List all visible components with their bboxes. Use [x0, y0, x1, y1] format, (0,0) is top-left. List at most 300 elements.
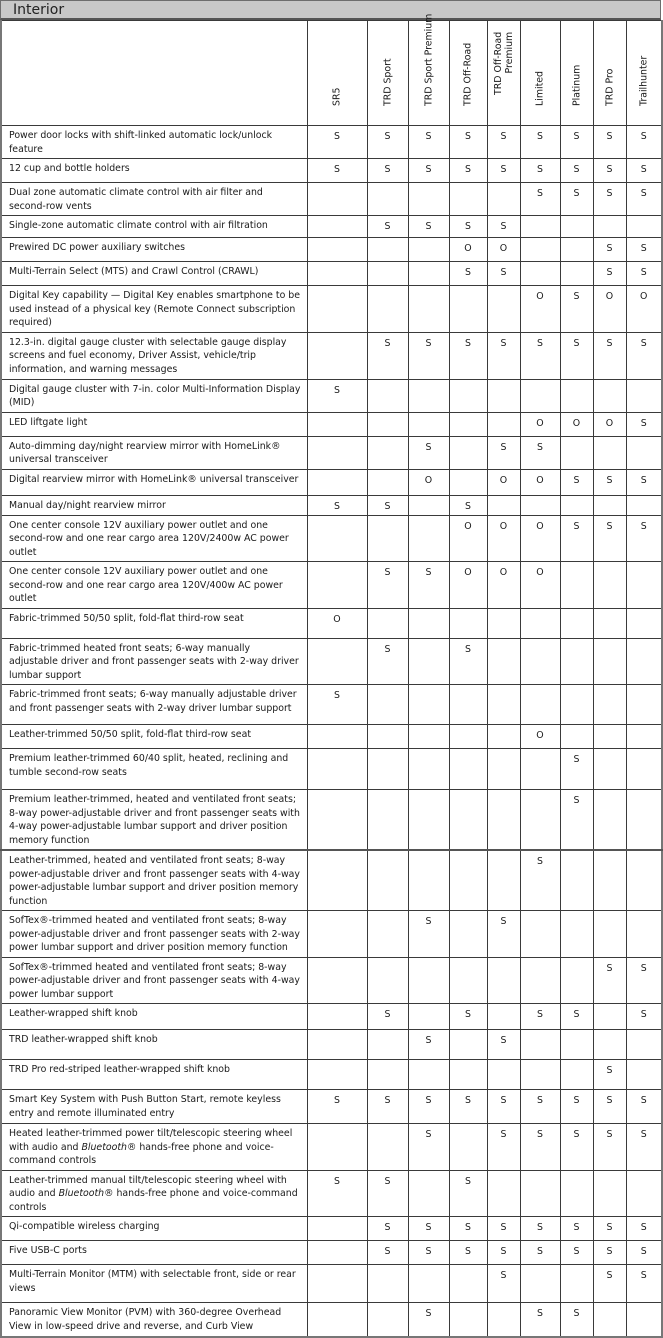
empty-cell	[560, 725, 593, 749]
standard-mark: S	[367, 159, 408, 183]
empty-cell	[593, 685, 626, 725]
empty-cell	[560, 238, 593, 262]
empty-cell	[487, 495, 520, 515]
standard-mark: S	[487, 126, 520, 159]
standard-mark: S	[367, 332, 408, 379]
empty-cell	[593, 749, 626, 790]
standard-mark: S	[487, 1265, 520, 1303]
feature-description: Premium leather-trimmed, heated and ventilated front seats; 8-way power-adjustable driver and front passenger seats with 4-way power-adjustable lumbar support and driver position memory function	[1, 790, 307, 851]
empty-cell	[408, 262, 449, 286]
trim-column-header	[593, 21, 626, 126]
empty-cell	[408, 1170, 449, 1217]
empty-cell	[367, 685, 408, 725]
empty-cell	[408, 515, 449, 562]
standard-mark: S	[520, 1124, 560, 1171]
standard-mark: S	[307, 126, 367, 159]
empty-cell	[307, 725, 367, 749]
trim-column-label: Limited	[534, 71, 546, 106]
standard-mark: S	[520, 1090, 560, 1124]
standard-mark: S	[408, 562, 449, 609]
empty-cell	[520, 216, 560, 238]
empty-cell	[593, 638, 626, 685]
empty-cell	[487, 1170, 520, 1217]
trim-column-label: TRD Off-Road	[462, 42, 474, 106]
standard-mark: S	[367, 1004, 408, 1030]
empty-cell	[520, 379, 560, 412]
table-row	[1, 1217, 662, 1241]
empty-cell	[367, 850, 408, 911]
standard-mark: S	[626, 126, 662, 159]
feature-column-header	[1, 21, 307, 126]
table-row	[1, 1241, 662, 1265]
empty-cell	[626, 749, 662, 790]
empty-cell	[626, 1303, 662, 1337]
feature-description: Dual zone automatic climate control with air filter and second-row vents	[1, 183, 307, 216]
feature-description: SofTex®-trimmed heated and ventilated front seats; 8-way power-adjustable driver and front passenger seats with 4-way power lumbar support	[1, 957, 307, 1004]
feature-description: Leather-trimmed 50/50 split, fold-flat third-row seat	[1, 725, 307, 749]
standard-mark: S	[307, 1090, 367, 1124]
empty-cell	[520, 749, 560, 790]
trim-column-header	[626, 21, 662, 126]
empty-cell	[307, 216, 367, 238]
empty-cell	[560, 562, 593, 609]
empty-cell	[367, 262, 408, 286]
standard-mark: S	[449, 1170, 487, 1217]
empty-cell	[449, 685, 487, 725]
empty-cell	[593, 911, 626, 958]
table-row	[1, 183, 662, 216]
standard-mark: S	[520, 183, 560, 216]
standard-mark: S	[487, 911, 520, 958]
empty-cell	[307, 1060, 367, 1090]
standard-mark: S	[408, 1030, 449, 1060]
standard-mark: S	[560, 1004, 593, 1030]
standard-mark: S	[593, 1217, 626, 1241]
empty-cell	[487, 685, 520, 725]
standard-mark: S	[487, 1241, 520, 1265]
feature-description: 12.3-in. digital gauge cluster with selectable gauge display screens and fuel economy, Driver Assist, vehicle/trip information, and warning messages	[1, 332, 307, 379]
standard-mark: S	[520, 1217, 560, 1241]
standard-mark: S	[487, 332, 520, 379]
standard-mark: S	[449, 1217, 487, 1241]
empty-cell	[449, 183, 487, 216]
standard-mark: S	[626, 515, 662, 562]
table-row	[1, 1265, 662, 1303]
empty-cell	[307, 286, 367, 333]
table-row	[1, 1004, 662, 1030]
trim-column-label: Platinum	[571, 64, 582, 106]
empty-cell	[408, 412, 449, 436]
table-row	[1, 495, 662, 515]
empty-cell	[307, 1241, 367, 1265]
standard-mark: S	[449, 1241, 487, 1265]
table-row	[1, 562, 662, 609]
optional-mark: O	[449, 562, 487, 609]
empty-cell	[367, 412, 408, 436]
table-row	[1, 608, 662, 638]
standard-mark: S	[560, 332, 593, 379]
feature-description: One center console 12V auxiliary power outlet and one second-row and one rear cargo area 120V/400w AC power outlet	[1, 562, 307, 609]
optional-mark: O	[520, 562, 560, 609]
empty-cell	[487, 286, 520, 333]
feature-description: 12 cup and bottle holders	[1, 159, 307, 183]
standard-mark: S	[408, 1217, 449, 1241]
standard-mark: S	[593, 159, 626, 183]
empty-cell	[560, 685, 593, 725]
table-row	[1, 749, 662, 790]
empty-cell	[449, 379, 487, 412]
feature-description: Digital Key capability — Digital Key enables smartphone to be used instead of a physical key (Remote Connect subscription required)	[1, 286, 307, 333]
empty-cell	[367, 957, 408, 1004]
empty-cell	[307, 850, 367, 911]
empty-cell	[408, 685, 449, 725]
empty-cell	[307, 1217, 367, 1241]
empty-cell	[560, 638, 593, 685]
empty-cell	[449, 749, 487, 790]
empty-cell	[367, 1303, 408, 1337]
empty-cell	[367, 238, 408, 262]
empty-cell	[520, 638, 560, 685]
empty-cell	[626, 685, 662, 725]
standard-mark: S	[560, 749, 593, 790]
standard-mark: S	[560, 126, 593, 159]
standard-mark: S	[593, 262, 626, 286]
standard-mark: S	[487, 1124, 520, 1171]
standard-mark: S	[593, 1090, 626, 1124]
empty-cell	[408, 749, 449, 790]
standard-mark: S	[367, 1217, 408, 1241]
empty-cell	[408, 183, 449, 216]
empty-cell	[560, 1170, 593, 1217]
empty-cell	[520, 790, 560, 851]
empty-cell	[626, 379, 662, 412]
empty-cell	[307, 1265, 367, 1303]
empty-cell	[449, 850, 487, 911]
empty-cell	[449, 790, 487, 851]
empty-cell	[307, 1303, 367, 1337]
empty-cell	[626, 608, 662, 638]
feature-description: Fabric-trimmed heated front seats; 6-way manually adjustable driver and front passenger seats with 2-way driver lumbar support	[1, 638, 307, 685]
table-row	[1, 1124, 662, 1171]
empty-cell	[560, 379, 593, 412]
empty-cell	[487, 725, 520, 749]
standard-mark: S	[367, 216, 408, 238]
feature-description: Auto-dimming day/night rearview mirror with HomeLink® universal transceiver	[1, 436, 307, 469]
standard-mark: S	[626, 262, 662, 286]
optional-mark: O	[520, 469, 560, 495]
table-header-row	[1, 21, 662, 126]
standard-mark: S	[560, 515, 593, 562]
empty-cell	[449, 608, 487, 638]
standard-mark: S	[560, 183, 593, 216]
empty-cell	[593, 1030, 626, 1060]
empty-cell	[520, 1060, 560, 1090]
trim-column-header	[560, 21, 593, 126]
table-row	[1, 379, 662, 412]
empty-cell	[367, 790, 408, 851]
standard-mark: S	[307, 1170, 367, 1217]
empty-cell	[593, 216, 626, 238]
empty-cell	[593, 790, 626, 851]
standard-mark: S	[560, 790, 593, 851]
empty-cell	[626, 216, 662, 238]
table-row	[1, 1303, 662, 1337]
empty-cell	[408, 1060, 449, 1090]
standard-mark: S	[367, 495, 408, 515]
standard-mark: S	[520, 1241, 560, 1265]
feature-description: Digital rearview mirror with HomeLink® universal transceiver	[1, 469, 307, 495]
empty-cell	[520, 262, 560, 286]
table-row	[1, 286, 662, 333]
standard-mark: S	[520, 1303, 560, 1337]
standard-mark: S	[593, 183, 626, 216]
feature-description: Leather-wrapped shift knob	[1, 1004, 307, 1030]
empty-cell	[307, 469, 367, 495]
empty-cell	[408, 850, 449, 911]
empty-cell	[408, 1265, 449, 1303]
feature-description: Five USB-C ports	[1, 1241, 307, 1265]
standard-mark: S	[367, 562, 408, 609]
standard-mark: S	[367, 638, 408, 685]
empty-cell	[560, 495, 593, 515]
empty-cell	[307, 749, 367, 790]
empty-cell	[408, 238, 449, 262]
standard-mark: S	[560, 469, 593, 495]
standard-mark: S	[626, 183, 662, 216]
trim-column-label: Trailhunter	[638, 55, 650, 106]
table-body	[1, 126, 662, 1337]
table-row	[1, 126, 662, 159]
feature-description: Qi-compatible wireless charging	[1, 1217, 307, 1241]
feature-description: Leather-trimmed manual tilt/telescopic steering wheel with audio and Bluetooth® hands-free phone and voice-command controls	[1, 1170, 307, 1217]
empty-cell	[307, 638, 367, 685]
empty-cell	[307, 957, 367, 1004]
standard-mark: S	[408, 1090, 449, 1124]
standard-mark: S	[560, 1217, 593, 1241]
table-row	[1, 262, 662, 286]
optional-mark: O	[487, 515, 520, 562]
empty-cell	[449, 911, 487, 958]
empty-cell	[487, 1060, 520, 1090]
empty-cell	[449, 286, 487, 333]
empty-cell	[560, 262, 593, 286]
standard-mark: S	[593, 1241, 626, 1265]
empty-cell	[487, 1004, 520, 1030]
standard-mark: S	[626, 469, 662, 495]
empty-cell	[520, 1265, 560, 1303]
empty-cell	[408, 286, 449, 333]
trim-column-label: TRD Sport	[382, 58, 393, 106]
feature-description: LED liftgate light	[1, 412, 307, 436]
standard-mark: S	[626, 957, 662, 1004]
trim-column-header	[520, 21, 560, 126]
feature-description: Premium leather-trimmed 60/40 split, heated, reclining and tumble second-row seats	[1, 749, 307, 790]
empty-cell	[307, 790, 367, 851]
standard-mark: S	[593, 515, 626, 562]
optional-mark: O	[593, 412, 626, 436]
empty-cell	[307, 412, 367, 436]
feature-description: Panoramic View Monitor (PVM) with 360-degree Overhead View in low-speed drive and reverse, and Curb View	[1, 1303, 307, 1337]
optional-mark: O	[487, 469, 520, 495]
standard-mark: S	[408, 126, 449, 159]
empty-cell	[593, 379, 626, 412]
standard-mark: S	[520, 436, 560, 469]
empty-cell	[487, 412, 520, 436]
feature-description: Fabric-trimmed 50/50 split, fold-flat third-row seat	[1, 608, 307, 638]
feature-description: Power door locks with shift-linked automatic lock/unlock feature	[1, 126, 307, 159]
standard-mark: S	[487, 1030, 520, 1060]
standard-mark: S	[626, 238, 662, 262]
trim-column-header	[307, 21, 367, 126]
trim-column-header	[449, 21, 487, 126]
empty-cell	[408, 957, 449, 1004]
table-row	[1, 957, 662, 1004]
empty-cell	[520, 685, 560, 725]
standard-mark: S	[408, 911, 449, 958]
empty-cell	[593, 436, 626, 469]
empty-cell	[307, 183, 367, 216]
empty-cell	[449, 1265, 487, 1303]
standard-mark: S	[487, 159, 520, 183]
standard-mark: S	[626, 1004, 662, 1030]
empty-cell	[449, 436, 487, 469]
empty-cell	[307, 262, 367, 286]
optional-mark: O	[593, 286, 626, 333]
empty-cell	[626, 495, 662, 515]
section-title: Interior	[0, 0, 661, 20]
empty-cell	[593, 725, 626, 749]
empty-cell	[449, 1124, 487, 1171]
empty-cell	[560, 957, 593, 1004]
empty-cell	[626, 436, 662, 469]
empty-cell	[626, 790, 662, 851]
empty-cell	[520, 911, 560, 958]
optional-mark: O	[449, 515, 487, 562]
empty-cell	[449, 1060, 487, 1090]
table-row	[1, 238, 662, 262]
empty-cell	[408, 790, 449, 851]
feature-description: SofTex®-trimmed heated and ventilated front seats; 8-way power-adjustable driver and front passenger seats with 2-way power lumbar support and driver position memory function	[1, 911, 307, 958]
table-row	[1, 515, 662, 562]
standard-mark: S	[408, 1303, 449, 1337]
empty-cell	[626, 638, 662, 685]
table-row	[1, 638, 662, 685]
standard-mark: S	[307, 685, 367, 725]
standard-mark: S	[307, 159, 367, 183]
standard-mark: S	[449, 1090, 487, 1124]
table-row	[1, 332, 662, 379]
optional-mark: O	[520, 412, 560, 436]
optional-mark: O	[449, 238, 487, 262]
empty-cell	[626, 1030, 662, 1060]
trim-column-header	[487, 21, 520, 126]
standard-mark: S	[593, 469, 626, 495]
optional-mark: O	[487, 238, 520, 262]
empty-cell	[367, 1124, 408, 1171]
standard-mark: S	[560, 159, 593, 183]
empty-cell	[520, 1030, 560, 1060]
standard-mark: S	[520, 126, 560, 159]
feature-description: Multi-Terrain Select (MTS) and Crawl Control (CRAWL)	[1, 262, 307, 286]
feature-table	[0, 13, 663, 1338]
standard-mark: S	[560, 1090, 593, 1124]
table-row	[1, 725, 662, 749]
standard-mark: S	[367, 1241, 408, 1265]
optional-mark: O	[560, 412, 593, 436]
feature-description: One center console 12V auxiliary power outlet and one second-row and one rear cargo area 120V/2400w AC power outlet	[1, 515, 307, 562]
standard-mark: S	[367, 1090, 408, 1124]
empty-cell	[560, 911, 593, 958]
feature-description: Heated leather-trimmed power tilt/telescopic steering wheel with audio and Bluetooth® hands-free phone and voice-command controls	[1, 1124, 307, 1171]
empty-cell	[487, 183, 520, 216]
standard-mark: S	[307, 495, 367, 515]
standard-mark: S	[307, 379, 367, 412]
standard-mark: S	[367, 1170, 408, 1217]
standard-mark: S	[449, 638, 487, 685]
empty-cell	[367, 286, 408, 333]
standard-mark: S	[520, 159, 560, 183]
table-row	[1, 412, 662, 436]
standard-mark: S	[449, 126, 487, 159]
standard-mark: S	[449, 495, 487, 515]
feature-description: Multi-Terrain Monitor (MTM) with selectable front, side or rear views	[1, 1265, 307, 1303]
empty-cell	[487, 790, 520, 851]
empty-cell	[560, 850, 593, 911]
empty-cell	[487, 957, 520, 1004]
standard-mark: S	[593, 126, 626, 159]
empty-cell	[560, 216, 593, 238]
empty-cell	[626, 725, 662, 749]
feature-description: TRD leather-wrapped shift knob	[1, 1030, 307, 1060]
empty-cell	[487, 749, 520, 790]
empty-cell	[560, 1265, 593, 1303]
feature-description: Manual day/night rearview mirror	[1, 495, 307, 515]
standard-mark: S	[626, 159, 662, 183]
standard-mark: S	[487, 1090, 520, 1124]
empty-cell	[408, 638, 449, 685]
standard-mark: S	[626, 1241, 662, 1265]
empty-cell	[367, 1265, 408, 1303]
feature-description: Digital gauge cluster with 7-in. color Multi-Information Display (MID)	[1, 379, 307, 412]
standard-mark: S	[487, 262, 520, 286]
standard-mark: S	[560, 1303, 593, 1337]
empty-cell	[408, 608, 449, 638]
standard-mark: S	[449, 332, 487, 379]
empty-cell	[626, 1060, 662, 1090]
standard-mark: S	[626, 412, 662, 436]
standard-mark: S	[626, 1124, 662, 1171]
table-row	[1, 1170, 662, 1217]
trim-column-label: SR5	[331, 87, 343, 106]
empty-cell	[560, 1060, 593, 1090]
standard-mark: S	[487, 1217, 520, 1241]
optional-mark: O	[307, 608, 367, 638]
standard-mark: S	[487, 216, 520, 238]
empty-cell	[520, 238, 560, 262]
standard-mark: S	[408, 436, 449, 469]
empty-cell	[520, 495, 560, 515]
empty-cell	[520, 1170, 560, 1217]
empty-cell	[307, 515, 367, 562]
feature-description: Leather-trimmed, heated and ventilated front seats; 8-way power-adjustable driver and front passenger seats with 4-way power-adjustable lumbar support and driver position memory function	[1, 850, 307, 911]
standard-mark: S	[593, 1265, 626, 1303]
empty-cell	[560, 1030, 593, 1060]
table-row	[1, 790, 662, 851]
empty-cell	[367, 608, 408, 638]
empty-cell	[449, 1030, 487, 1060]
standard-mark: S	[560, 1241, 593, 1265]
standard-mark: S	[593, 332, 626, 379]
